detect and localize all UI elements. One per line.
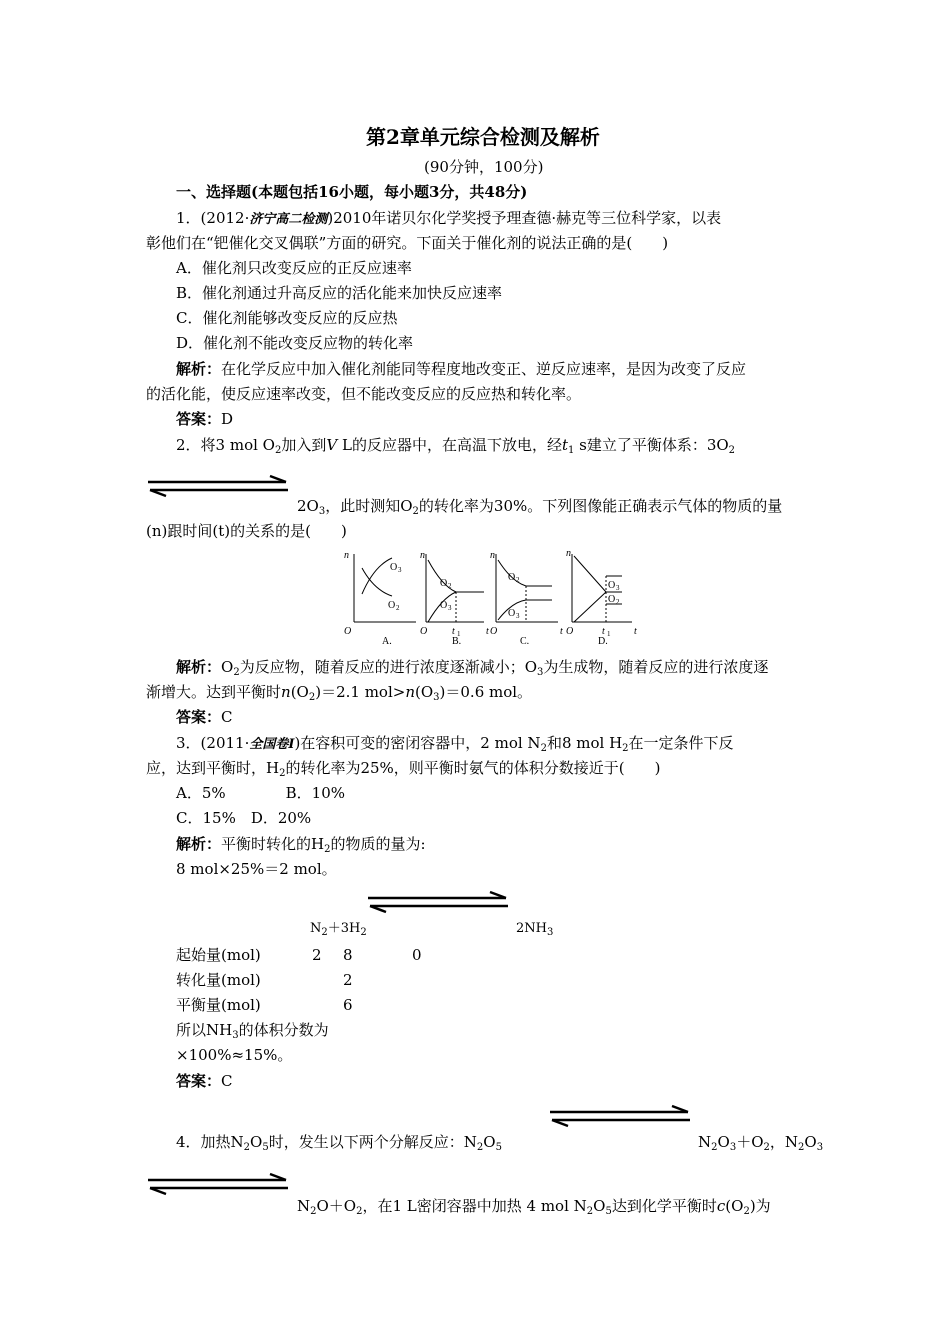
q1-option-c: C．催化剂能够改变反应的反应热 <box>176 309 398 327</box>
q1-option-a: A．催化剂只改变反应的正反应速率 <box>176 259 412 277</box>
table-row: 起始量(mol) <box>176 946 261 964</box>
q1-option-d: D．催化剂不能改变反应物的转化率 <box>176 334 414 352</box>
svg-text:O: O <box>388 600 396 611</box>
q3-source: 全国卷Ⅰ <box>249 737 295 752</box>
q3-options-row1: A．5% B．10% <box>176 784 345 802</box>
table-cell: 2 <box>343 971 353 989</box>
q2-line1: 2．将3 mol $O_2$加入到V L的反应器中，在高温下放电，经$t_1$ s建立了平衡体系：$3O_2$ <box>176 436 736 456</box>
svg-text:C.: C. <box>520 636 530 647</box>
q1-line1: 1．(2012·济宁高二检测)2010年诺贝尔化学奖授予理查德·赫克等三位科学家，以表 <box>176 209 722 227</box>
q1-source: 济宁高二检测 <box>249 212 328 227</box>
q3-analysis-line1: 解析：平衡时转化的$H_2$的物质的量为: <box>176 835 426 855</box>
svg-text:O: O <box>440 578 448 589</box>
equilibrium-arrow-icon <box>548 1104 692 1128</box>
q3-answer: 答案：C <box>176 1072 233 1090</box>
table-cell: 2 <box>312 946 322 964</box>
table-cell: 8 <box>343 946 353 964</box>
svg-text:O: O <box>508 608 516 619</box>
svg-text:t: t <box>452 626 455 637</box>
svg-text:3: 3 <box>616 584 620 592</box>
q3-conclusion-line1: 所以$NH_3$的体积分数为 <box>176 1021 329 1041</box>
svg-text:O: O <box>508 572 516 583</box>
svg-text:O: O <box>420 626 428 637</box>
q3-equation-left: $N_2+3H_2$ <box>310 921 367 938</box>
svg-text:O: O <box>566 626 574 637</box>
table-row: 转化量(mol) <box>176 971 261 989</box>
graph-c <box>490 550 563 647</box>
q1-analysis-line1: 解析：在化学反应中加入催化剂能同等程度地改变正、逆反应速率，是因为改变了反应 <box>176 360 747 378</box>
section-heading: 一、选择题(本题包括16小题，每小题3分，共48分) <box>176 183 528 201</box>
equilibrium-arrow-icon <box>366 890 510 914</box>
equilibrium-arrow-icon <box>146 474 290 498</box>
svg-text:n: n <box>420 550 425 561</box>
graph-a <box>344 550 416 647</box>
svg-text:O: O <box>608 580 616 591</box>
graph-b <box>420 550 489 647</box>
q3-analysis-line2: 8 mol×25%＝2 mol。 <box>176 860 337 878</box>
q4-line2: $N_2O+O_2$，在1 L密闭容器中加热 4 mol $N_2O_5$达到化学平衡时$c(O_2)$为 <box>297 1197 771 1217</box>
svg-text:1: 1 <box>607 630 611 638</box>
q3-conclusion-line2: ×100%≈15%。 <box>176 1046 293 1064</box>
graph-d <box>566 548 637 647</box>
svg-text:3: 3 <box>516 612 520 620</box>
table-cell: 6 <box>343 996 353 1014</box>
q4-line1-right: $N_2O_3+O_2$，$N_2O_3$ <box>698 1133 824 1153</box>
equilibrium-arrow-icon <box>146 1172 290 1196</box>
q1-answer: 答案：D <box>176 410 234 428</box>
svg-text:O: O <box>608 594 616 605</box>
svg-text:O: O <box>390 562 398 573</box>
svg-text:n: n <box>344 550 349 561</box>
table-row: 平衡量(mol) <box>176 996 261 1014</box>
q3-line1: 3．(2011·全国卷Ⅰ)在容积可变的密闭容器中，2 mol $N_2$和8 mol $H_2$在一定条件下反 <box>176 734 734 754</box>
svg-text:t: t <box>560 626 563 637</box>
q3-line2: 应，达到平衡时，$H_2$的转化率为25%，则平衡时氨气的体积分数接近于( ) <box>146 759 661 779</box>
svg-text:O: O <box>344 626 352 637</box>
svg-text:1: 1 <box>457 630 461 638</box>
svg-text:D.: D. <box>598 636 608 647</box>
svg-text:t: t <box>602 626 605 637</box>
q2-analysis-line2: 渐增大。达到平衡时$n(O_2)=2.1$ $mol>n(O_3)=0.6$ mol。 <box>146 683 533 703</box>
svg-text:3: 3 <box>448 604 452 612</box>
svg-text:2: 2 <box>516 576 520 584</box>
q3-options-row2: C．15% D．20% <box>176 809 312 827</box>
svg-text:2: 2 <box>448 582 452 590</box>
q2-line2: $2O_3$，此时测知$O_2$的转化率为30%。下列图像能正确表示气体的物质的量 <box>297 497 783 517</box>
q2-line3: (n)跟时间(t)的关系的是( ) <box>146 522 347 540</box>
q2-graphs <box>340 546 640 650</box>
svg-text:n: n <box>566 548 571 559</box>
q4-line1-left: 4．加热$N_2O_5$时，发生以下两个分解反应：$N_2O_5$ <box>176 1133 502 1153</box>
svg-text:2: 2 <box>616 598 620 606</box>
table-cell: 0 <box>412 946 422 964</box>
q1-line2: 彰他们在“钯催化交叉偶联”方面的研究。下面关于催化剂的说法正确的是( ) <box>146 234 669 252</box>
q2-analysis-line1: 解析：$O_2$为反应物，随着反应的进行浓度逐渐减小；$O_3$为生成物，随着反应的进行浓度逐 <box>176 658 769 678</box>
svg-text:B.: B. <box>452 636 462 647</box>
page-subtitle: (90分钟，100分) <box>424 158 544 176</box>
q1-option-b: B．催化剂通过升高反应的活化能来加快反应速率 <box>176 284 503 302</box>
svg-text:2: 2 <box>396 604 400 612</box>
svg-text:n: n <box>490 550 495 561</box>
svg-text:t: t <box>634 626 637 637</box>
svg-text:t: t <box>486 626 489 637</box>
q2-answer: 答案：C <box>176 708 233 726</box>
svg-text:A.: A. <box>382 636 392 647</box>
svg-text:O: O <box>440 600 448 611</box>
svg-text:O: O <box>490 626 498 637</box>
svg-text:3: 3 <box>398 566 402 574</box>
q1-analysis-line2: 的活化能，使反应速率改变，但不能改变反应的反应热和转化率。 <box>146 385 582 403</box>
page-title: 第2章单元综合检测及解析 <box>366 125 600 149</box>
q3-equation-right: $2NH_3$ <box>516 921 554 938</box>
